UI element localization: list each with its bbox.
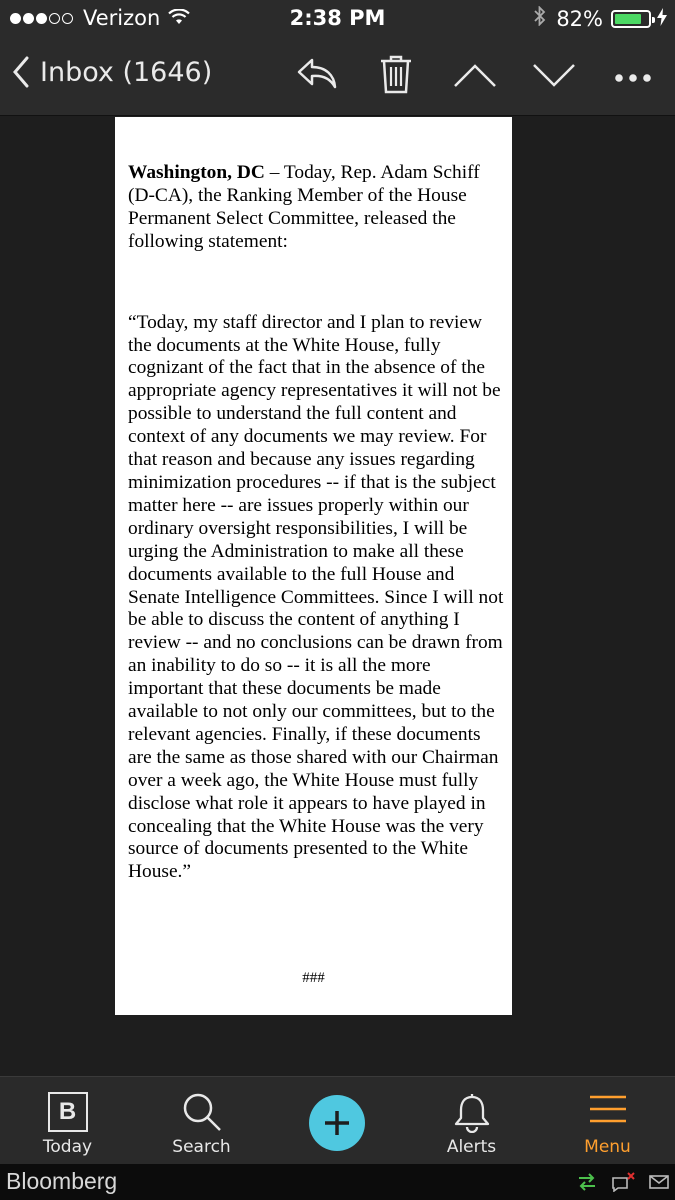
tab-search[interactable] [134,1077,269,1165]
tab-bar [0,1076,675,1164]
chevron-up-icon[interactable] [453,62,497,92]
tab-alerts-label: Alerts [446,1137,497,1157]
back-button[interactable] [12,56,212,88]
end-mark: ### [302,970,325,986]
mail-icon [649,1174,669,1194]
more-options-icon[interactable] [614,68,652,87]
tab-alerts[interactable] [404,1077,539,1165]
battery-percent: 82% [556,6,603,31]
bell-icon [452,1091,492,1137]
add-button[interactable] [309,1095,365,1151]
tab-search-label: Search [172,1137,231,1157]
battery-fill [615,14,641,24]
b-letter: B [58,1098,77,1125]
battery-icon [611,10,651,28]
bloomberg-b-icon [48,1092,88,1132]
tab-today-label: Today [42,1137,93,1157]
tab-menu-label: Menu [584,1137,631,1157]
chevron-down-icon[interactable] [532,62,576,92]
intro-text: – Today, Rep. Adam Schiff (D-CA), the Ranking Member of the House Permanent Select Committee, released the following statement: [128,162,480,252]
chevron-left-icon [12,56,30,88]
footer-status-icons [563,1172,669,1196]
bluetooth-icon [534,6,546,31]
back-label: Inbox (1646) [40,56,213,88]
trash-icon[interactable] [378,54,414,98]
message-error-icon [611,1172,635,1196]
tab-today[interactable] [0,1077,135,1165]
plus-icon [322,1108,352,1138]
bloomberg-logo: Bloomberg [6,1168,118,1194]
sync-arrows-icon [577,1173,597,1195]
search-icon [181,1091,223,1137]
intro-paragraph [128,162,504,254]
footer-bar [0,1164,675,1200]
status-time: 2:38 PM [289,6,386,30]
charging-icon [657,7,667,31]
tab-menu[interactable] [540,1077,675,1165]
carrier-name: Verizon [83,6,161,30]
nav-bar [0,38,675,116]
dateline: Washington, DC [128,162,265,183]
statement-quote: “Today, my staff director and I plan to review the documents at the White House, fully cognizant of the fact that in the absence of the appropriate agency representatives it will not be possible to understand the full content and context of any documents we may review. For that reason and because any issues regarding minimization procedures -- if that is the subject matter here -- are issues properly within our ordinary oversight responsibilities, I will be urging the Administration to make all these documents available to the full House and Senate Intelligence Committees. Since I will not be able to discuss the content of anything I review -- and no conclusions can be drawn from an inability to do so -- it is all the more important that these documents be made available to not only our committees, but to the relevant agencies. Finally, if these documents are the same as those shared with our Chairman over a week ago, the White House must fully disclose what role it appears to have played in concealing that the White House was the very source of documents presented to the White House.” [128,311,504,883]
status-bar [0,0,675,38]
hamburger-menu-icon [588,1091,628,1131]
email-content[interactable] [0,117,675,1075]
reply-icon[interactable] [296,56,338,96]
status-right [534,6,667,31]
press-release-document [115,117,512,1015]
